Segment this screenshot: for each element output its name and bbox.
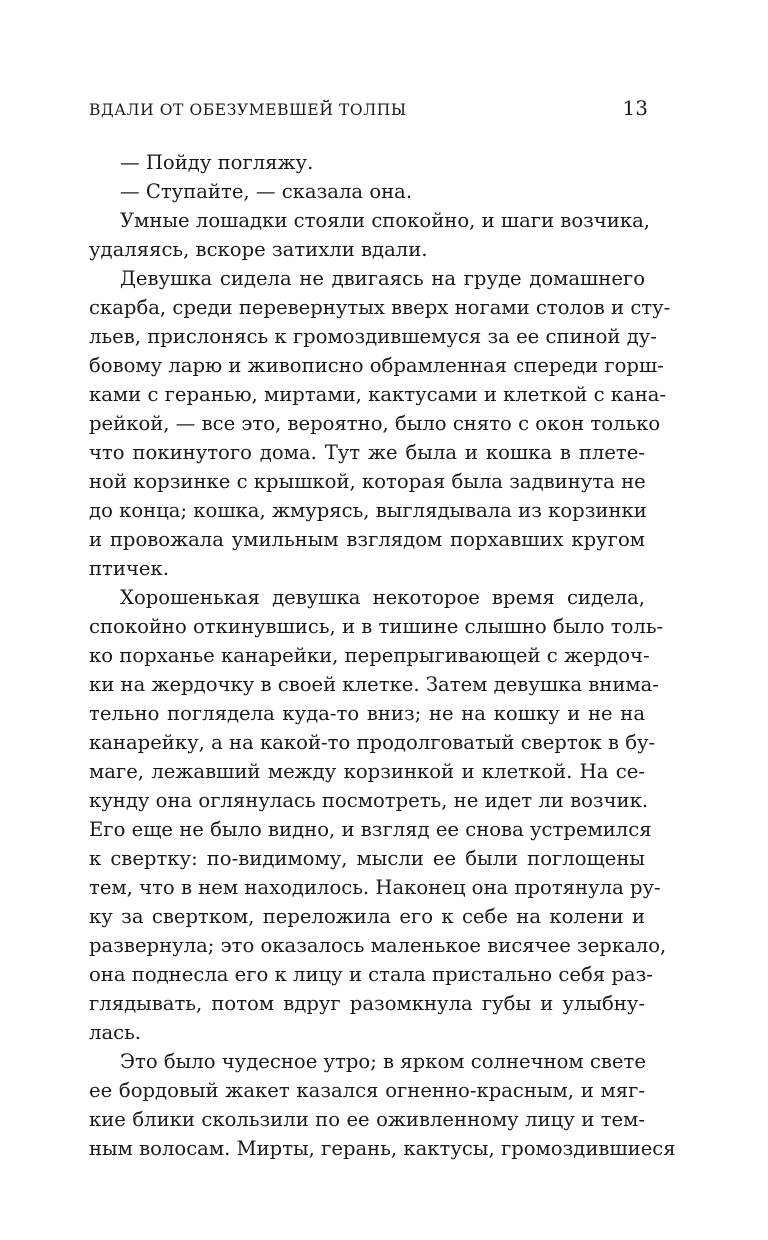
text-line: она поднесла его к лицу и стала пристально себя раз- bbox=[89, 963, 653, 986]
text-line: Хорошенькая девушка некоторое время сидела, bbox=[120, 586, 645, 609]
text-line: Его еще не было видно, и взгляд ее снова устремился bbox=[89, 818, 652, 841]
text-line: удаляясь, вскоре затихли вдали. bbox=[89, 238, 428, 261]
text-line: канарейку, а на какой-то продолговатый сверток в бу- bbox=[89, 731, 656, 754]
paragraph bbox=[89, 177, 645, 206]
text-line: до конца; кошка, жмурясь, выглядывала из корзинки bbox=[89, 499, 647, 522]
text-line: льев, прислонясь к громоздившемуся за ее спиной ду- bbox=[89, 325, 657, 348]
paragraph bbox=[89, 148, 645, 177]
text-line: Девушка сидела не двигаясь на груде домашнего bbox=[120, 267, 645, 290]
text-line: — Пойду погляжу. bbox=[120, 151, 314, 174]
text-line: ку за свертком, переложила его к себе на колени и bbox=[89, 905, 645, 928]
text-line: скарба, среди перевернутых вверх ногами столов и сту- bbox=[89, 296, 671, 319]
text-line: кие блики скользили по ее оживленному лицу и тем- bbox=[89, 1108, 645, 1131]
text-line: лась. bbox=[89, 1021, 141, 1044]
text-line: что покинутого дома. Тут же была и кошка в плете- bbox=[89, 441, 645, 464]
running-title: ВДАЛИ ОТ ОБЕЗУМЕВШЕЙ ТОЛПЫ bbox=[89, 101, 407, 119]
paragraph bbox=[89, 583, 667, 1047]
body-text bbox=[89, 148, 676, 1163]
text-line: развернула; это оказалось маленькое висячее зеркало, bbox=[89, 934, 667, 957]
text-line: ками с геранью, миртами, кактусами и клеткой с кана- bbox=[89, 383, 667, 406]
text-line: Это было чудесное утро; в ярком солнечном свете bbox=[120, 1050, 646, 1073]
text-line: ки на жердочку в своей клетке. Затем девушка внима- bbox=[89, 673, 659, 696]
text-line: рейкой, — все это, вероятно, было снято с окон только bbox=[89, 412, 661, 435]
paragraph bbox=[89, 264, 671, 583]
text-line: глядывать, потом вдруг разомкнула губы и улыбну- bbox=[89, 992, 645, 1015]
text-line: и провожала умильным взглядом порхавших кругом bbox=[89, 528, 645, 551]
text-line: ным волосам. Мирты, герань, кактусы, громоздившиеся bbox=[89, 1137, 676, 1160]
text-line: маге, лежавший между корзинкой и клеткой. На се- bbox=[89, 760, 645, 783]
text-line: тельно поглядела куда-то вниз; не на кошку и не на bbox=[89, 702, 645, 725]
running-header bbox=[89, 96, 648, 126]
text-line: тем, что в нем находилось. Наконец она протянула ру- bbox=[89, 876, 661, 899]
text-line: — Ступайте, — сказала она. bbox=[120, 180, 413, 203]
text-line: ко порханье канарейки, перепрыгивающей с жердоч- bbox=[89, 644, 650, 667]
text-line: Умные лошадки стояли спокойно, и шаги возчика, bbox=[120, 209, 650, 232]
text-line: ее бордовый жакет казался огненно-красным, и мяг- bbox=[89, 1079, 645, 1102]
text-line: к свертку: по-видимому, мысли ее были поглощены bbox=[89, 847, 645, 870]
text-line: спокойно откинувшись, и в тишине слышно было толь- bbox=[89, 615, 664, 638]
text-line: ной корзинке с крышкой, которая была задвинута не bbox=[89, 470, 646, 493]
text-line: кунду она оглянулась посмотреть, не идет ли возчик. bbox=[89, 789, 649, 812]
text-line: птичек. bbox=[89, 557, 169, 580]
paragraph bbox=[89, 206, 650, 264]
text-line: бовому ларю и живописно обрамленная спереди горш- bbox=[89, 354, 664, 377]
page-number: 13 bbox=[622, 96, 648, 120]
paragraph bbox=[89, 1047, 676, 1163]
